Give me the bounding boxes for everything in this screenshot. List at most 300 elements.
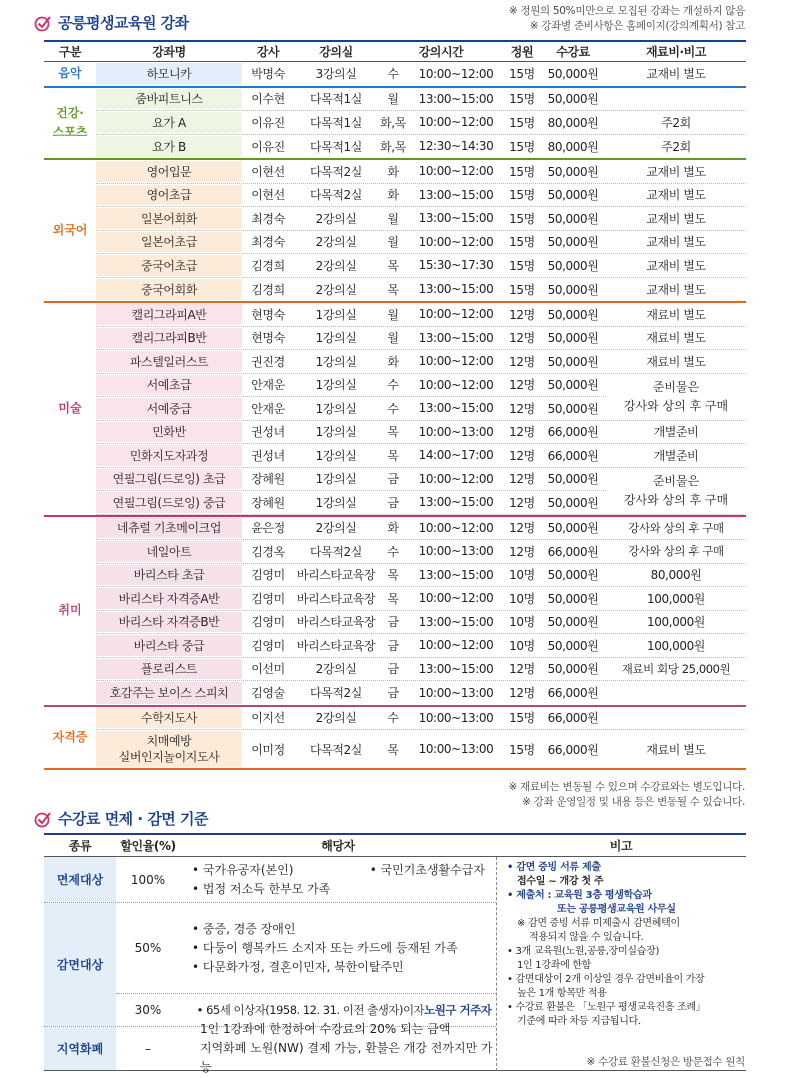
course-teacher: 현명숙 — [251, 307, 285, 322]
remark-2: 접수일 ~ 개강 첫 주 — [517, 876, 604, 887]
merged-note: 준비물은 강사와 상의 후 구매 — [606, 375, 746, 420]
course-name: 일본어회화 — [96, 208, 242, 229]
course-capacity: 12명 — [509, 662, 535, 677]
course-room: 다목적1실 — [309, 139, 362, 154]
course-day: 월 — [387, 211, 399, 226]
course-name: 연필그림(드로잉) 중급 — [96, 492, 242, 513]
course-fee: 50,000원 — [547, 282, 599, 297]
course-note: 강사와 상의 후 구매 — [628, 520, 724, 535]
course-note: 교재비 별도 — [646, 188, 706, 203]
course-capacity: 12명 — [509, 425, 535, 440]
course-fee: 50,000원 — [547, 521, 599, 536]
course-row — [96, 160, 746, 184]
remarks-cell — [496, 857, 746, 1071]
course-capacity: 15명 — [509, 282, 535, 297]
footnote-1: ※ 재료비는 변동될 수 있으며 수강료와는 별도입니다. — [508, 781, 745, 793]
course-time: 15:30~17:30 — [418, 258, 494, 273]
course-time: 13:00~15:00 — [418, 401, 494, 416]
section1-footnotes — [509, 780, 745, 810]
check-circle-icon — [34, 810, 52, 828]
course-row — [96, 681, 746, 705]
reduce-eligible-50 — [180, 903, 496, 993]
course-capacity: 15명 — [509, 188, 535, 203]
section2-title: 수강료 면제 · 감면 기준 — [58, 810, 208, 828]
course-name: 민화지도자과정 — [96, 445, 242, 466]
local-eligible — [180, 1022, 496, 1074]
course-day: 목 — [387, 258, 399, 273]
course-time: 13:00~15:00 — [418, 187, 494, 202]
course-time: 13:00~15:00 — [418, 91, 494, 106]
course-capacity: 12명 — [509, 331, 535, 346]
course-room: 1강의실 — [315, 425, 357, 440]
section1-header — [34, 12, 189, 33]
course-fee: 80,000원 — [547, 139, 599, 154]
course-time: 10:00~13:00 — [418, 742, 494, 756]
reduce-30-text: • 65세 이상자(1958. 12. 31. 이전 출생자)이자 — [196, 1002, 425, 1017]
category-label: 취미 — [58, 603, 82, 617]
course-fee: 50,000원 — [547, 638, 599, 653]
course-room: 다목적2실 — [309, 742, 362, 757]
course-name: 하모니카 — [96, 63, 242, 85]
reduce-kind: 감면대상 — [44, 903, 116, 1026]
course-time: 10:00~12:00 — [418, 354, 494, 369]
course-capacity: 15명 — [509, 258, 535, 273]
course-day: 화,목 — [380, 115, 406, 130]
course-day: 화,목 — [380, 139, 406, 154]
course-room: 1강의실 — [315, 378, 357, 393]
course-day: 목 — [387, 425, 399, 440]
course-name: 바리스타 자격증A반 — [96, 588, 242, 609]
course-room: 1강의실 — [315, 472, 357, 487]
course-time: 13:00~15:00 — [418, 282, 494, 297]
course-row — [96, 278, 746, 302]
header-course: 강좌명 — [152, 45, 186, 59]
course-teacher: 이수현 — [251, 92, 285, 107]
course-day: 목 — [387, 591, 399, 606]
remark-12: 기준에 따라 차등 지급됩니다. — [517, 1016, 641, 1027]
local-kind: 지역화폐 — [44, 1027, 116, 1070]
course-teacher: 현명숙 — [251, 331, 285, 346]
course-teacher: 최경숙 — [251, 235, 285, 250]
course-note: 100,000원 — [646, 615, 705, 630]
course-note — [606, 707, 746, 730]
course-teacher: 김경희 — [251, 258, 285, 273]
course-room: 바리스타교육장 — [296, 591, 376, 606]
course-row — [96, 231, 746, 255]
course-day: 금 — [387, 615, 399, 630]
course-name: 서예초급 — [96, 375, 242, 396]
course-teacher: 김경희 — [251, 282, 285, 297]
course-teacher: 이지선 — [251, 711, 285, 726]
course-note: 개별준비 — [653, 448, 699, 463]
remark-1: • 감면 증빙 서류 제출 — [507, 862, 601, 873]
course-day: 월 — [387, 235, 399, 250]
course-time: 13:00~15:00 — [418, 495, 494, 510]
reduce-line-1: • 중증, 경증 장애인 — [192, 921, 296, 936]
course-day: 금 — [387, 472, 399, 487]
course-note: 재료비 별도 — [646, 354, 706, 369]
course-fee: 66,000원 — [547, 425, 599, 440]
course-note: 개별준비 — [653, 425, 699, 440]
section2-header — [34, 808, 208, 829]
course-capacity: 10명 — [509, 568, 535, 583]
course-day: 월 — [387, 307, 399, 322]
course-room: 다목적1실 — [309, 115, 362, 130]
remark-8: 1인 1강좌에 한함 — [517, 960, 592, 971]
course-capacity: 12명 — [509, 354, 535, 369]
course-time: 12:30~14:30 — [418, 139, 494, 154]
reduce-rate-50: 50% — [134, 941, 162, 956]
course-capacity: 10명 — [509, 615, 535, 630]
discount-table-body — [44, 857, 746, 1074]
course-fee: 50,000원 — [547, 307, 599, 322]
course-fee: 50,000원 — [547, 258, 599, 273]
course-row — [96, 634, 746, 658]
category-label: 자격증 — [52, 729, 88, 744]
course-day: 월 — [387, 92, 399, 107]
course-note: 100,000원 — [646, 638, 705, 653]
course-day: 목 — [387, 568, 399, 583]
course-name: 파스텔일러스트 — [96, 351, 242, 372]
header-capacity: 정원 — [510, 45, 534, 59]
note-line-1: ※ 정원의 50%미만으로 모집된 강좌는 개설하지 않음 — [508, 5, 745, 17]
course-room: 3강의실 — [315, 67, 357, 82]
course-name: 요가 B — [96, 136, 242, 158]
course-row — [96, 111, 746, 135]
course-note — [606, 88, 746, 111]
course-capacity: 12명 — [509, 495, 535, 510]
course-room: 바리스타교육장 — [296, 615, 376, 630]
reduce-line-2: • 다둥이 행복카드 소지자 또는 카드에 등재된 가족 — [192, 940, 458, 955]
course-teacher: 김경옥 — [251, 544, 285, 559]
section1-title: 공릉평생교육원 강좌 — [58, 14, 189, 32]
remark-5: ※ 감면 증빙 서류 미제출시 감면혜택이 — [517, 918, 680, 929]
course-row — [96, 421, 746, 445]
course-table — [44, 40, 746, 770]
discount-table — [44, 833, 746, 1074]
course-capacity: 10명 — [509, 591, 535, 606]
course-fee: 50,000원 — [547, 568, 599, 583]
course-name: 수학지도사 — [96, 708, 242, 729]
course-row — [96, 62, 746, 86]
course-row — [96, 303, 746, 327]
course-time: 10:00~13:00 — [418, 424, 494, 439]
course-room: 1강의실 — [315, 307, 357, 322]
local-currency-row — [44, 1022, 496, 1074]
course-time: 10:00~12:00 — [418, 234, 494, 249]
course-capacity: 15명 — [509, 139, 535, 154]
course-capacity: 15명 — [509, 711, 535, 726]
course-row — [96, 517, 746, 541]
course-note: 교재비 별도 — [646, 211, 706, 226]
course-day: 금 — [387, 662, 399, 677]
course-teacher: 안재운 — [251, 401, 285, 416]
course-note: 교재비 별도 — [646, 67, 706, 82]
course-teacher: 김영술 — [251, 686, 285, 701]
course-name: 캘리그라피B반 — [96, 328, 242, 349]
course-day: 수 — [387, 711, 399, 726]
course-teacher: 권진경 — [251, 354, 285, 369]
course-room: 2강의실 — [315, 662, 357, 677]
local-line-1: 1인 1강좌에 한정하여 수강료의 20% 되는 금액 — [200, 1022, 451, 1036]
course-room: 1강의실 — [315, 331, 357, 346]
course-group — [44, 62, 746, 88]
course-row — [96, 444, 746, 468]
course-group — [44, 517, 746, 707]
course-time: 10:00~12:00 — [418, 66, 494, 81]
course-note: 주2회 — [661, 139, 691, 154]
course-time: 10:00~12:00 — [418, 520, 494, 535]
course-row — [96, 730, 746, 768]
course-time: 10:00~12:00 — [418, 164, 494, 179]
course-room: 2강의실 — [315, 258, 357, 273]
course-fee: 50,000원 — [547, 401, 599, 416]
course-fee: 66,000원 — [547, 686, 599, 701]
remark-10: 높은 1개 항목만 적용 — [517, 988, 607, 999]
course-capacity: 12명 — [509, 521, 535, 536]
course-teacher: 윤은정 — [251, 521, 285, 536]
course-name: 서예중급 — [96, 398, 242, 419]
course-row — [96, 254, 746, 278]
course-fee: 50,000원 — [547, 662, 599, 677]
course-capacity: 10명 — [509, 638, 535, 653]
course-row — [96, 540, 746, 564]
course-day: 목 — [387, 742, 399, 757]
course-time: 10:00~13:00 — [418, 710, 494, 725]
course-name: 플로리스트 — [96, 659, 242, 680]
course-fee: 50,000원 — [547, 354, 599, 369]
course-day: 금 — [387, 686, 399, 701]
remark-11: • 수강료 환불은 「노원구 평생교육진흥 조례」 — [507, 1002, 706, 1013]
course-room: 2강의실 — [315, 235, 357, 250]
course-note: 100,000원 — [646, 591, 705, 606]
course-teacher: 이현선 — [251, 164, 285, 179]
header-remarks: 비고 — [609, 839, 633, 853]
course-time: 10:00~12:00 — [418, 115, 494, 130]
course-row — [96, 88, 746, 112]
remark-9: • 감면대상이 2개 이상일 경우 감면비율이 가장 — [507, 974, 705, 985]
local-rate: – — [145, 1041, 151, 1056]
course-fee: 66,000원 — [547, 711, 599, 726]
header-note: 재료비·비고 — [645, 45, 707, 59]
course-teacher: 권성녀 — [251, 448, 285, 463]
course-note: 교재비 별도 — [646, 164, 706, 179]
course-day: 화 — [387, 521, 399, 536]
course-day: 수 — [387, 401, 399, 416]
course-teacher: 이미정 — [251, 742, 285, 757]
course-capacity: 12명 — [509, 307, 535, 322]
course-teacher: 박명숙 — [251, 67, 285, 82]
course-capacity: 12명 — [509, 401, 535, 416]
course-row — [96, 327, 746, 351]
remark-3: • 제출처 : 교육원 3층 평생학습과 — [507, 890, 652, 901]
course-groups — [44, 62, 746, 770]
course-note: 교재비 별도 — [646, 258, 706, 273]
course-time: 13:00~15:00 — [418, 330, 494, 345]
course-fee: 80,000원 — [547, 115, 599, 130]
course-day: 수 — [387, 378, 399, 393]
course-name: 연필그림(드로잉) 초급 — [96, 469, 242, 490]
course-row — [96, 184, 746, 208]
course-fee: 50,000원 — [547, 211, 599, 226]
course-room: 바리스타교육장 — [296, 638, 376, 653]
course-day: 목 — [387, 282, 399, 297]
course-capacity: 12명 — [509, 378, 535, 393]
exempt-line-2: • 법정 저소득 한부모 가족 — [192, 881, 331, 896]
course-time: 10:00~12:00 — [418, 307, 494, 322]
course-room: 2강의실 — [315, 711, 357, 726]
course-name: 중국어회화 — [96, 279, 242, 301]
course-capacity: 12명 — [509, 448, 535, 463]
course-capacity: 12명 — [509, 544, 535, 559]
course-capacity: 15명 — [509, 211, 535, 226]
header-time: 강의시간 — [418, 45, 464, 59]
course-fee: 50,000원 — [547, 472, 599, 487]
course-name: 중국어초급 — [96, 255, 242, 276]
course-name: 네일아트 — [96, 541, 242, 562]
course-row — [96, 658, 746, 682]
course-capacity: 15명 — [509, 235, 535, 250]
course-group — [44, 303, 746, 517]
exempt-line-1: • 국가유공자(본인) • 국민기초생활수급자 — [192, 862, 485, 877]
course-name: 요가 A — [96, 112, 242, 133]
section1-notes — [509, 4, 745, 34]
course-table-header — [44, 40, 746, 62]
course-name: 영어입문 — [96, 161, 242, 182]
course-name: 바리스타 중급 — [96, 635, 242, 656]
course-teacher: 최경숙 — [251, 211, 285, 226]
reduce-line-3: • 다문화가정, 결혼이민자, 북한이탈주민 — [192, 959, 404, 974]
course-day: 월 — [387, 331, 399, 346]
course-note: 강사와 상의 후 구매 — [628, 544, 724, 559]
course-name: 민화반 — [96, 422, 242, 443]
course-time: 10:00~12:00 — [418, 638, 494, 653]
course-day: 목 — [387, 448, 399, 463]
course-teacher: 이유진 — [251, 115, 285, 130]
exempt-eligible — [180, 857, 496, 902]
exempt-rate: 100% — [130, 872, 166, 887]
course-note: 재료비 별도 — [646, 307, 706, 322]
local-line-2: 지역화폐 노원(NW) 결제 가능, 환불은 개강 전까지만 가능 — [200, 1041, 493, 1074]
course-room: 1강의실 — [315, 354, 357, 369]
course-note: 재료비 별도 — [646, 742, 706, 757]
remark-7: • 3개 교육원(노원,공릉,장미실습장) — [507, 946, 660, 957]
course-teacher: 이유진 — [251, 139, 285, 154]
course-row — [96, 611, 746, 635]
course-fee: 50,000원 — [547, 235, 599, 250]
course-name: 영어초급 — [96, 185, 242, 206]
course-capacity: 12명 — [509, 472, 535, 487]
course-room: 바리스타교육장 — [296, 568, 376, 583]
course-teacher: 안재운 — [251, 378, 285, 393]
course-row — [96, 564, 746, 588]
course-fee: 50,000원 — [547, 331, 599, 346]
course-room: 다목적2실 — [309, 164, 362, 179]
course-room: 다목적2실 — [309, 188, 362, 203]
course-name: 일본어초급 — [96, 232, 242, 253]
course-day: 금 — [387, 638, 399, 653]
course-name: 바리스타 자격증B반 — [96, 612, 242, 633]
course-name: 치매예방 실버인지놀이지도사 — [96, 731, 242, 767]
course-group — [44, 88, 746, 161]
course-capacity: 15명 — [509, 92, 535, 107]
course-note — [606, 681, 746, 705]
reduce-rate-30: 30% — [134, 1003, 162, 1018]
course-day: 화 — [387, 354, 399, 369]
exempt-row — [44, 857, 496, 903]
course-capacity: 15명 — [509, 115, 535, 130]
course-time: 13:00~15:00 — [418, 661, 494, 676]
discount-table-header — [44, 833, 746, 857]
course-row — [96, 707, 746, 731]
course-room: 1강의실 — [315, 401, 357, 416]
course-room: 다목적2실 — [309, 686, 362, 701]
course-fee: 50,000원 — [547, 591, 599, 606]
course-name: 캘리그라피A반 — [96, 304, 242, 325]
course-time: 10:00~12:00 — [418, 471, 494, 486]
footnote-2: ※ 강좌 운영일정 및 내용 등은 변동될 수 있습니다. — [522, 796, 745, 808]
course-fee: 50,000원 — [547, 615, 599, 630]
section2-footnote: ※ 수강료 환불신청은 방문접수 원칙 — [586, 1056, 745, 1068]
course-day: 수 — [387, 67, 399, 82]
course-name: 호감주는 보이스 스피치 — [96, 682, 242, 704]
header-kind: 종류 — [68, 839, 92, 853]
course-teacher: 장혜원 — [251, 495, 285, 510]
course-note: 교재비 별도 — [646, 282, 706, 297]
course-name: 줌바피트니스 — [96, 89, 242, 110]
course-note: 80,000원 — [650, 568, 702, 583]
header-eligible: 해당자 — [321, 839, 355, 853]
note-line-2: ※ 강좌별 준비사항은 홈페이지(강의계획서) 참고 — [529, 20, 745, 32]
exempt-kind: 면제대상 — [44, 857, 116, 902]
course-row — [96, 587, 746, 611]
category-label: 외국어 — [52, 223, 88, 237]
course-teacher: 이현선 — [251, 188, 285, 203]
course-teacher: 장혜원 — [251, 472, 285, 487]
course-row — [96, 350, 746, 374]
course-time: 10:00~12:00 — [418, 591, 494, 606]
merged-note: 준비물은 강사와 상의 후 구매 — [606, 469, 746, 514]
course-room: 1강의실 — [315, 448, 357, 463]
reduce-30-highlight: 노원구 거주자 — [424, 1002, 492, 1017]
course-fee: 50,000원 — [547, 92, 599, 107]
course-day: 화 — [387, 164, 399, 179]
course-teacher: 김영미 — [251, 591, 285, 606]
course-teacher: 권성녀 — [251, 425, 285, 440]
course-note: 재료비 회당 25,000원 — [621, 661, 731, 676]
course-time: 10:00~13:00 — [418, 685, 494, 700]
course-note: 교재비 별도 — [646, 235, 706, 250]
course-room: 2강의실 — [315, 521, 357, 536]
course-room: 다목적2실 — [309, 544, 362, 559]
course-name: 바리스타 초급 — [96, 565, 242, 586]
category-label: 건강· 스포츠 — [52, 105, 88, 139]
check-circle-icon — [34, 14, 52, 32]
header-fee: 수강료 — [556, 45, 590, 59]
course-time: 13:00~15:00 — [418, 567, 494, 582]
category-label: 미술 — [58, 401, 82, 416]
course-row — [96, 207, 746, 231]
course-group — [44, 160, 746, 303]
course-fee: 50,000원 — [547, 67, 599, 82]
course-room: 2강의실 — [315, 211, 357, 226]
course-time: 14:00~17:00 — [418, 448, 494, 463]
header-category: 구분 — [58, 45, 82, 59]
header-room: 강의실 — [319, 45, 353, 59]
course-fee: 66,000원 — [547, 448, 599, 463]
remark-6: 적용되지 않을 수 있습니다. — [529, 932, 644, 943]
course-day: 수 — [387, 544, 399, 559]
